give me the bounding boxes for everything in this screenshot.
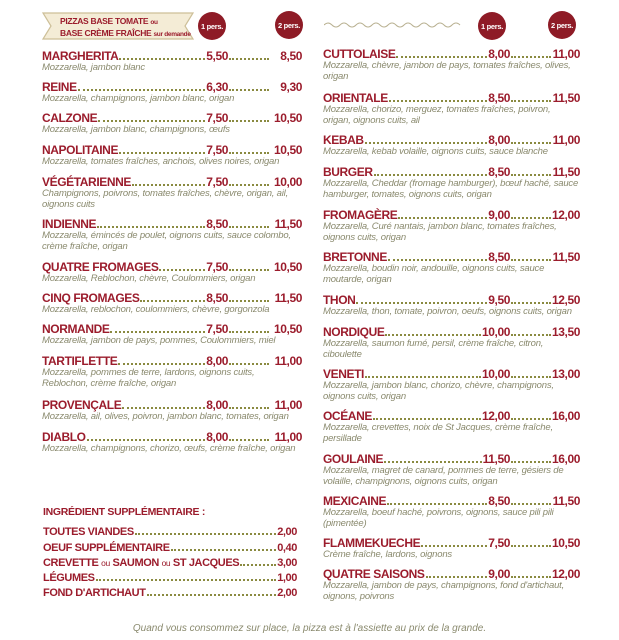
- supplement-price: 0,40: [277, 542, 297, 554]
- price-1-pers: 8,50: [206, 217, 228, 231]
- dot-leader: [229, 89, 269, 91]
- pizza-ingredients: Mozzarella, reblochon, coulommiers, chèvre, gorgonzola: [42, 304, 270, 315]
- price-2-pers: 9,30: [280, 80, 302, 94]
- pizza-name: NAPOLITAINE: [42, 143, 119, 157]
- menu-item: [42, 80, 302, 105]
- price-2-pers: 11,00: [552, 47, 580, 61]
- pizza-name: CALZONE: [42, 111, 98, 125]
- pizza-name: PROVENÇALE: [42, 398, 122, 412]
- menu-item: [323, 208, 580, 243]
- dot-leader: [398, 217, 487, 219]
- price-1-pers: 8,00: [206, 398, 228, 412]
- menu-item: [323, 452, 580, 487]
- dot-leader: [365, 376, 481, 378]
- price-1-pers: 8,50: [488, 250, 510, 264]
- pizza-name: NORDIQUE: [323, 325, 385, 339]
- price-2-pers: 10,50: [552, 536, 581, 550]
- dot-leader: [229, 300, 269, 302]
- pizza-ingredients: Mozzarella, Cheddar (fromage hamburger), bœuf haché, sauce hamburger, tomates, oignons cuits, origan: [323, 178, 579, 200]
- price-1-pers: 7,50: [206, 143, 228, 157]
- price-1-pers: 6,30: [206, 80, 228, 94]
- dot-leader: [511, 503, 551, 505]
- pizza-ingredients: Mozzarella, crevettes, noix de St Jacques, crème fraîche, persillade: [323, 422, 553, 444]
- dot-leader: [389, 100, 487, 102]
- dot-leader: [511, 576, 551, 578]
- pizza-ingredients: Mozzarella, chorizo, merguez, tomates fraîches, poivron, origan, oignons cuits, ail: [323, 104, 551, 126]
- dot-leader: [229, 120, 269, 122]
- pizza-name: ORIENTALE: [323, 91, 388, 105]
- size-2-pers-badge: 2 pers.: [275, 11, 303, 39]
- pizza-name: VENETI: [323, 367, 364, 381]
- banner-suffix: sur demande: [153, 31, 191, 38]
- price-2-pers: 10,50: [273, 111, 302, 125]
- menu-item: [42, 354, 302, 389]
- price-2-pers: 11,50: [552, 494, 580, 508]
- dot-leader: [511, 56, 551, 58]
- pizza-name: CUTTOLAISE: [323, 47, 396, 61]
- pizza-name: MARGHERITA: [42, 49, 119, 63]
- supplement-name: LÉGUMES: [43, 572, 95, 584]
- menu-item: [42, 143, 302, 168]
- supplement-name-part: ou: [101, 558, 110, 568]
- pizza-ingredients: Mozzarella, Reblochon, chèvre, Coulommiers, origan: [42, 273, 256, 284]
- menu-item: [42, 217, 302, 252]
- dot-leader: [426, 576, 488, 578]
- price-2-pers: 12,00: [552, 567, 581, 581]
- supplement-name-part: ou: [161, 558, 171, 568]
- dot-leader: [240, 564, 276, 566]
- price-1-pers: 11,50: [482, 452, 510, 466]
- pizza-name: MEXICAINE: [323, 494, 387, 508]
- pizza-ingredients: Mozzarella, saumon fumé, persil, crème fraîche, citron, ciboulette: [323, 338, 544, 360]
- menu-item: [323, 293, 580, 318]
- supplement-price: 2,00: [277, 526, 297, 538]
- pizza-ingredients: Mozzarella, thon, tomate, poivron, oeufs, oignons cuits, origan: [323, 306, 572, 317]
- menu-item: [42, 49, 302, 74]
- dot-leader: [229, 152, 269, 154]
- banner-line2: BASE CRÈME FRAÎCHE: [60, 28, 152, 38]
- menu-item: [323, 250, 580, 285]
- dot-leader: [421, 545, 487, 547]
- dot-leader: [511, 142, 551, 144]
- price-2-pers: 11,50: [552, 250, 580, 264]
- dot-leader: [387, 503, 487, 505]
- dot-leader: [365, 142, 488, 144]
- pizza-ingredients: Mozzarella, magret de canard, pommes de terre, gésiers de volaille, champignons, oignons cuits, origan: [323, 465, 564, 487]
- pizza-ingredients: Mozzarella, chèvre, jambon de pays, tomates fraîches, olives, origan: [323, 60, 571, 82]
- dot-leader: [171, 549, 277, 551]
- size-1-pers-badge-right: 1 pers.: [478, 12, 506, 40]
- pizza-name: VÉGÉTARIENNE: [42, 175, 131, 189]
- supplement-name-part: ST JACQUES: [172, 557, 240, 569]
- dot-leader: [511, 174, 551, 176]
- dot-leader: [374, 174, 488, 176]
- pizza-ingredients: Mozzarella, jambon de pays, champignons, fond d'artichaut, oignons, poivrons: [323, 580, 565, 602]
- supplement-item: [43, 555, 297, 569]
- supplement-name-part: SAUMON: [112, 557, 159, 569]
- pizza-ingredients: Mozzarella, kebab volaille, oignons cuits, sauce blanche: [323, 146, 548, 157]
- supplement-item: [43, 570, 297, 584]
- price-1-pers: 8,50: [488, 494, 510, 508]
- price-1-pers: 7,50: [206, 111, 228, 125]
- dot-leader: [356, 302, 487, 304]
- dot-leader: [147, 594, 277, 596]
- menu-item: [323, 409, 580, 444]
- price-1-pers: 9,50: [488, 293, 510, 307]
- price-1-pers: 12,00: [481, 409, 510, 423]
- menu-item: [323, 494, 580, 529]
- pizza-name: OCÉANE: [323, 409, 372, 423]
- price-1-pers: 5,50: [206, 49, 228, 63]
- price-2-pers: 12,00: [552, 208, 581, 222]
- pizza-name: INDIENNE: [42, 217, 97, 231]
- price-1-pers: 9,00: [488, 567, 510, 581]
- menu-item: [42, 430, 302, 455]
- price-1-pers: 8,50: [488, 91, 510, 105]
- pizza-ingredients: Champignons, poivrons, tomates fraîches, chèvre, origan, ail, oignons cuits: [42, 188, 289, 210]
- dot-leader: [511, 100, 551, 102]
- menu-item: [323, 165, 580, 200]
- supplement-name-part: CREVETTE: [43, 557, 99, 569]
- menu-item: [323, 325, 580, 360]
- supplement-price: 1,00: [277, 572, 297, 584]
- dot-leader: [229, 331, 269, 333]
- price-2-pers: 13,50: [552, 325, 581, 339]
- dot-leader: [110, 331, 205, 333]
- menu-item: [323, 367, 580, 402]
- supplement-price: 3,00: [277, 557, 297, 569]
- pizza-ingredients: Mozzarella, jambon blanc, champignons, œufs: [42, 124, 230, 135]
- pizza-ingredients: Mozzarella, émincés de poulet, oignons cuits, sauce colombo, crème fraîche, origan: [42, 230, 291, 252]
- price-2-pers: 16,00: [552, 452, 581, 466]
- price-2-pers: 11,50: [274, 217, 302, 231]
- dot-leader: [511, 461, 551, 463]
- dot-leader: [511, 334, 551, 336]
- dot-leader: [384, 461, 481, 463]
- menu-item: [42, 260, 302, 285]
- pizza-name: GOULAINE: [323, 452, 384, 466]
- price-2-pers: 16,00: [552, 409, 581, 423]
- pizza-ingredients: Mozzarella, jambon blanc, chorizo, chèvre, champignons, oignons cuits, origan: [323, 380, 554, 402]
- price-1-pers: 7,50: [206, 260, 228, 274]
- dot-leader: [87, 439, 206, 441]
- price-1-pers: 8,00: [488, 133, 510, 147]
- price-1-pers: 10,00: [481, 325, 510, 339]
- price-2-pers: 10,00: [273, 175, 302, 189]
- pizza-ingredients: Mozzarella, jambon de pays, pommes, Coulommiers, miel: [42, 335, 276, 346]
- dot-leader: [229, 407, 269, 409]
- dot-leader: [229, 439, 269, 441]
- dot-leader: [96, 579, 277, 581]
- menu-item: [323, 47, 580, 82]
- dot-leader: [122, 407, 205, 409]
- price-1-pers: 10,00: [481, 367, 510, 381]
- price-2-pers: 11,50: [274, 291, 302, 305]
- size-1-pers-badge: 1 pers.: [198, 12, 226, 40]
- price-2-pers: 8,50: [280, 49, 302, 63]
- pizza-name: REINE: [42, 80, 77, 94]
- dot-leader: [229, 363, 269, 365]
- pizza-name: QUATRE FROMAGES: [42, 260, 159, 274]
- pizza-name: CINQ FROMAGES: [42, 291, 140, 305]
- price-2-pers: 10,50: [273, 260, 302, 274]
- pizza-ingredients: Mozzarella, ail, olives, poivron, jambon blanc, tomates, origan: [42, 411, 289, 422]
- price-1-pers: 8,00: [206, 354, 228, 368]
- pizza-ingredients: Mozzarella, boeuf haché, poivrons, oignons, sauce pili pili (pimentée): [323, 507, 554, 529]
- price-1-pers: 8,00: [488, 47, 510, 61]
- supplement-name: FOND D'ARTICHAUT: [43, 587, 146, 599]
- dot-leader: [98, 120, 205, 122]
- dot-leader: [229, 184, 269, 186]
- footer-note: Quand vous consommez sur place, la pizza est à l'assiette au prix de la grande.: [132, 623, 487, 634]
- pizza-ingredients: Mozzarella, champignons, chorizo, œufs, crème fraîche, origan: [42, 443, 296, 454]
- menu-item: [323, 567, 580, 602]
- supplement-item: [43, 585, 297, 599]
- price-2-pers: 10,50: [273, 322, 302, 336]
- dot-leader: [118, 363, 205, 365]
- supplement-name: TOUTES VIANDES: [43, 526, 134, 538]
- pizza-name: NORMANDE: [42, 322, 110, 336]
- menu-item: [323, 536, 580, 561]
- price-1-pers: 9,00: [488, 208, 510, 222]
- dot-leader: [388, 259, 487, 261]
- dot-leader: [132, 184, 205, 186]
- dot-leader: [119, 58, 205, 60]
- menu-item: [323, 133, 580, 158]
- dot-leader: [511, 259, 551, 261]
- price-2-pers: 10,50: [273, 143, 302, 157]
- size-2-pers-badge-right: 2 pers.: [548, 11, 576, 39]
- price-2-pers: 11,00: [274, 354, 302, 368]
- dot-leader: [119, 152, 205, 154]
- pizza-name: TARTIFLETTE: [42, 354, 118, 368]
- pizza-ingredients: Mozzarella, Curé nantais, jambon blanc, tomates fraîches, oignons cuits, origan: [323, 221, 557, 243]
- menu-item: [42, 175, 302, 210]
- price-2-pers: 11,50: [552, 165, 580, 179]
- price-1-pers: 8,50: [206, 291, 228, 305]
- dot-leader: [229, 226, 269, 228]
- pizza-ingredients: Mozzarella, pommes de terre, lardons, oignons cuits, Reblochon, crème fraîche, origan: [42, 367, 255, 389]
- dot-leader: [511, 217, 551, 219]
- menu-item: [42, 291, 302, 316]
- supplement-item: [43, 540, 297, 554]
- dot-leader: [385, 334, 480, 336]
- dot-leader: [511, 302, 551, 304]
- dot-leader: [511, 418, 551, 420]
- dot-leader: [373, 418, 481, 420]
- price-2-pers: 13,00: [552, 367, 581, 381]
- banner-ou: ou: [150, 19, 158, 26]
- dot-leader: [159, 269, 205, 271]
- price-1-pers: 7,50: [206, 322, 228, 336]
- price-2-pers: 11,00: [552, 133, 580, 147]
- banner-line1: PIZZAS BASE TOMATE: [60, 16, 149, 26]
- pizza-name: THON: [323, 293, 356, 307]
- menu-item: [42, 322, 302, 347]
- dot-leader: [78, 89, 206, 91]
- price-1-pers: 7,50: [488, 536, 510, 550]
- menu-item: [42, 111, 302, 136]
- pizza-name: FROMAGÈRE: [323, 208, 398, 222]
- price-1-pers: 8,50: [488, 165, 510, 179]
- price-2-pers: 12,50: [552, 293, 581, 307]
- dot-leader: [511, 376, 551, 378]
- price-1-pers: 8,00: [206, 430, 228, 444]
- pizza-name: BURGER: [323, 165, 373, 179]
- menu-item: [42, 398, 302, 423]
- dot-leader: [97, 226, 205, 228]
- wavy-divider: [324, 20, 462, 30]
- supplement-price: 2,00: [277, 587, 297, 599]
- pizza-name: FLAMMEKUECHE: [323, 536, 421, 550]
- menu-item: [323, 91, 580, 126]
- supplement-item: [43, 524, 297, 538]
- pizza-name: KEBAB: [323, 133, 364, 147]
- dot-leader: [396, 56, 487, 58]
- pizza-name: QUATRE SAISONS: [323, 567, 425, 581]
- supplements-title: INGRÉDIENT SUPPLÉMENTAIRE :: [43, 506, 206, 518]
- supplement-name: [43, 557, 239, 569]
- price-2-pers: 11,00: [274, 398, 302, 412]
- pizza-ingredients: Mozzarella, boudin noir, andouille, oignons cuits, sauce moutarde, origan: [323, 263, 545, 285]
- pizza-ingredients: Mozzarella, champignons, jambon blanc, origan: [42, 93, 235, 104]
- price-1-pers: 7,50: [206, 175, 228, 189]
- price-2-pers: 11,50: [552, 91, 580, 105]
- pizza-ingredients: Mozzarella, jambon blanc: [42, 62, 145, 73]
- dot-leader: [135, 533, 276, 535]
- pizza-ingredients: Mozzarella, tomates fraîches, anchois, olives noires, origan: [42, 156, 280, 167]
- dot-leader: [229, 269, 269, 271]
- dot-leader: [140, 300, 205, 302]
- dot-leader: [511, 545, 551, 547]
- pizza-name: DIABLO: [42, 430, 86, 444]
- pizza-name: BRETONNE: [323, 250, 387, 264]
- price-2-pers: 11,00: [274, 430, 302, 444]
- dot-leader: [229, 58, 269, 60]
- pizza-base-banner: [42, 12, 192, 39]
- supplement-name: OEUF SUPPLÉMENTAIRE: [43, 542, 170, 554]
- pizza-ingredients: Crème fraîche, lardons, oignons: [323, 549, 452, 560]
